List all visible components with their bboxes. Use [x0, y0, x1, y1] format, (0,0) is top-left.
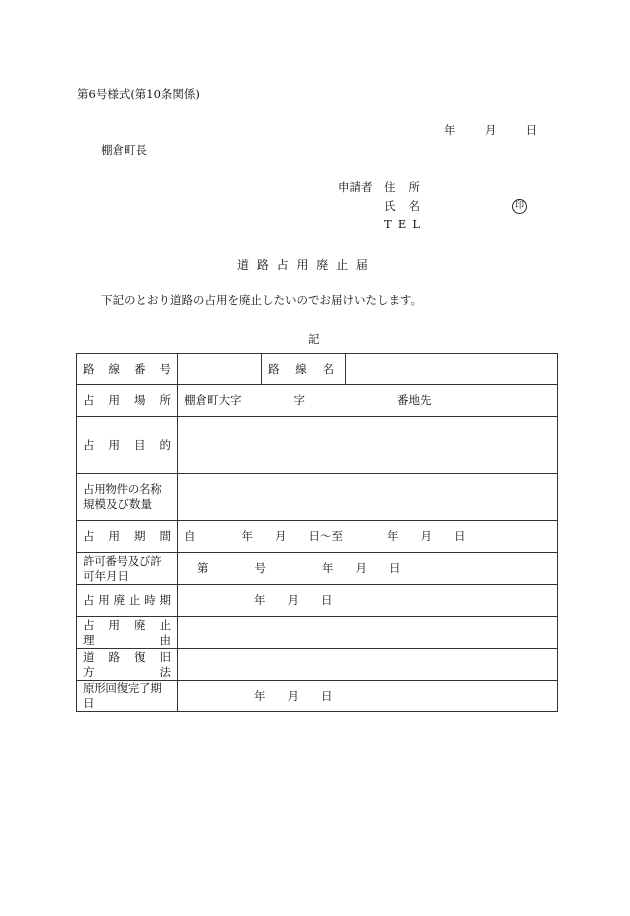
row-object: [77, 474, 558, 521]
route-number-value[interactable]: [178, 354, 262, 385]
restore-method-label: 道 路 復 旧 方 法: [77, 649, 178, 681]
abolition-reason-label: 占 用 廃 止 理 由: [77, 617, 178, 649]
permit-label: 許可番号及び許 可年月日: [77, 553, 178, 585]
abolition-time-label: 占 用 廃 止 時 期: [77, 585, 178, 617]
addressee: 棚倉町長: [101, 143, 147, 157]
address-label: 住 所: [384, 180, 420, 194]
date-line: [444, 122, 537, 138]
restore-complete-value[interactable]: 年 月 日: [178, 681, 558, 712]
intro-text: 下記のとおり道路の占用を廃止したいのでお届けいたします。: [101, 293, 423, 307]
restore-complete-label: 原形回復完了期 日: [77, 681, 178, 712]
row-abolition-reason: [77, 617, 558, 649]
location-label: 占 用 場 所: [77, 385, 178, 417]
row-location: [77, 385, 558, 417]
form-number: 第6号様式(第10条関係): [77, 87, 200, 101]
period-label: 占 用 期 間: [77, 521, 178, 553]
location-value[interactable]: 棚倉町大字 字 番地先: [178, 385, 558, 417]
seal-icon: 印: [512, 199, 527, 214]
document-title: 道 路 占 用 廃 止 届: [237, 258, 368, 272]
period-value[interactable]: 自 年 月 日～至 年 月 日: [178, 521, 558, 553]
route-name-value[interactable]: [346, 354, 558, 385]
applicant-label: 申請者: [338, 180, 373, 194]
object-label: 占用物件の名称 規模及び数量: [77, 474, 178, 521]
row-restore-complete: [77, 681, 558, 712]
permit-value[interactable]: 第 号 年 月 日: [178, 553, 558, 585]
seal-mark: [512, 197, 527, 214]
date-day: 日: [525, 123, 538, 137]
row-route: [77, 354, 558, 385]
row-restore-method: [77, 649, 558, 681]
route-name-label: 路 線 名: [262, 354, 346, 385]
ki-heading: 記: [308, 332, 320, 346]
purpose-label: 占 用 目 的: [77, 417, 178, 474]
restore-method-value[interactable]: [178, 649, 558, 681]
application-table: [76, 353, 558, 712]
name-label: 氏 名: [384, 199, 420, 213]
row-purpose: [77, 417, 558, 474]
abolition-reason-value[interactable]: [178, 617, 558, 649]
route-number-label: 路 線 番 号: [77, 354, 178, 385]
row-period: [77, 521, 558, 553]
row-permit: [77, 553, 558, 585]
row-abolition-time: [77, 585, 558, 617]
object-value[interactable]: [178, 474, 558, 521]
date-year: 年: [444, 123, 456, 137]
tel-label: T E L: [384, 217, 420, 231]
abolition-time-value[interactable]: 年 月 日: [178, 585, 558, 617]
purpose-value[interactable]: [178, 417, 558, 474]
date-month: 月: [484, 123, 497, 137]
